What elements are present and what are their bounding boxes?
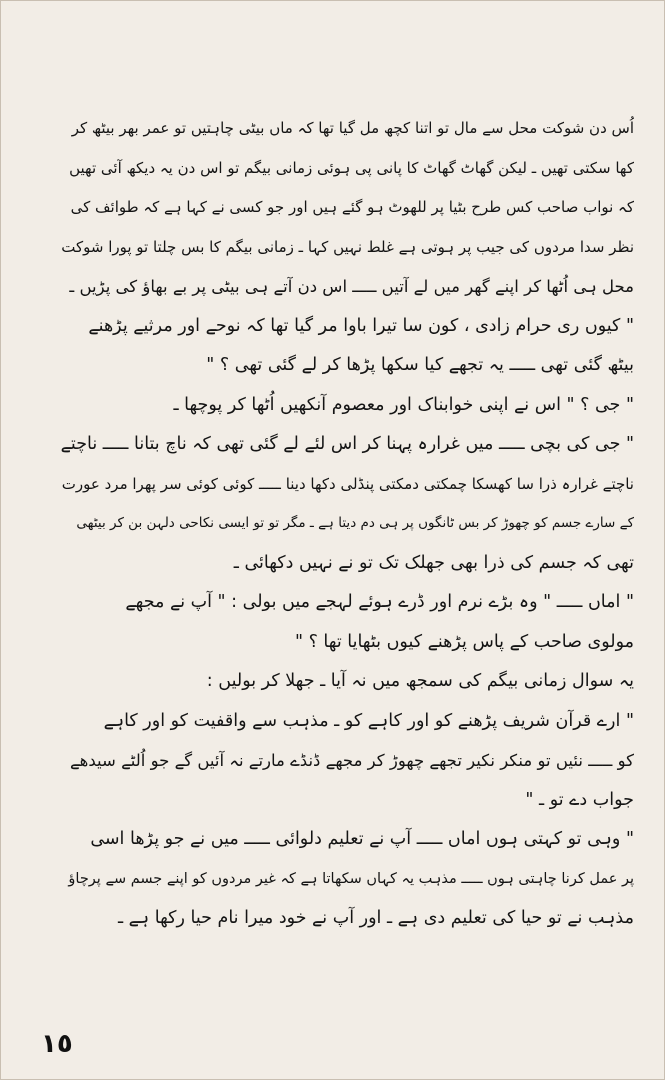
text-line: " جی ؟ " اس نے اپنی خوابناک اور معصوم آنکھیں اُٹھا کر پوچھا ـ bbox=[173, 394, 634, 415]
text-line: کے سارے جسم کو چھوڑ کر بس ٹانگوں پر ہی دم دیتا ہے ـ مگر تو تو ایسی نکاحی دلہن بن کر بیٹھی bbox=[76, 515, 634, 531]
text-line: بیٹھ گئی تھی ـــــ یہ تجھے کیا سکھا پڑھا کر لے گئی تھی ؟ " bbox=[206, 355, 634, 375]
urdu-text-body bbox=[57, 109, 634, 939]
text-line: " ارے قرآن شریف پڑھنے کو اور کاہے کو ـ مذہب سے واقفیت کو اور کاہے bbox=[103, 710, 634, 731]
text-line: مولوی صاحب کے پاس پڑھنے کیوں بٹھایا تھا ؟ " bbox=[294, 631, 634, 652]
text-line: پر عمل کرنا چاہتی ہوں ـــــ مذہب یہ کہاں سکھاتا ہے کہ غیر مردوں کو اپنے جسم سے پرچاؤ bbox=[68, 870, 634, 887]
text-line: جواب دے تو ـ " bbox=[525, 789, 634, 810]
text-line: کو ـــــ نئیں تو منکر نکیر تجھے چھوڑ کر مجھے ڈنڈے مارتے نہ آئیں گے جو اُلٹے سیدھے bbox=[70, 751, 634, 770]
text-line: اُس دن شوکت محل سے مال تو اتنا کچھ مل گیا تھا کہ ماں بیٹی چاہتیں تو عمر بھر بیٹھ کر bbox=[71, 119, 634, 137]
text-line: نظر سدا مردوں کی جیب پر ہوتی ہے غلط نہیں کہا ـ زمانی بیگم کا بس چلتا تو پورا شوکت bbox=[61, 237, 634, 256]
page-number: ١٥ bbox=[41, 1029, 73, 1059]
text-line: " جی کی بچی ـــــ میں غرارہ پہنا کر اس لئے لے گئی تھی کہ ناچ بتانا ـــــ ناچتے bbox=[60, 434, 634, 454]
text-line: ناچتے غرارہ ذرا سا کھسکا چمکتی دمکتی پنڈلی دکھا دینا ـــــ کوئی کوئی سر پھرا مرد عورت bbox=[61, 474, 634, 493]
text-line: " کیوں ری حرام زادی ، کون سا تیرا باوا مر گیا تھا کہ نوحے اور مرثیے پڑھنے bbox=[88, 315, 634, 336]
text-line: کھا سکتی تھیں ـ لیکن گھاٹ گھاٹ کا پانی پی ہوئی زمانی بیگم تو اس دن یہ دیکھ آئی تھیں bbox=[69, 158, 634, 177]
text-line: تھی کہ جسم کی ذرا بھی جھلک تک تو نے نہیں دکھائی ـ bbox=[233, 552, 634, 573]
text-line: " وہی تو کہتی ہوں اماں ـــــ آپ نے تعلیم دلوائی ـــــ میں نے جو پڑھا اسی bbox=[90, 829, 634, 849]
text-line: " اماں ـــــ " وہ بڑے نرم اور ڈرے ہوئے لہجے میں بولی : " آپ نے مجھے bbox=[125, 592, 634, 612]
text-line: محل ہی اُٹھا کر اپنے گھر میں لے آتیں ـــــ اس دن آتے ہی بیٹی پر بے بھاؤ کی پڑیں ـ bbox=[69, 277, 634, 296]
text-line: مذہب نے تو حیا کی تعلیم دی ہے ـ اور آپ نے خود میرا نام حیا رکھا ہے ـ bbox=[117, 908, 634, 928]
text-line: یہ سوال زمانی بیگم کی سمجھ میں نہ آیا ـ جھلا کر بولیں : bbox=[206, 671, 634, 691]
text-line: کہ نواب صاحب کس طرح بٹیا پر للھوٹ ہو گئے ہیں اور جو کسی نے کہا ہے کہ طوائف کی bbox=[70, 198, 634, 216]
